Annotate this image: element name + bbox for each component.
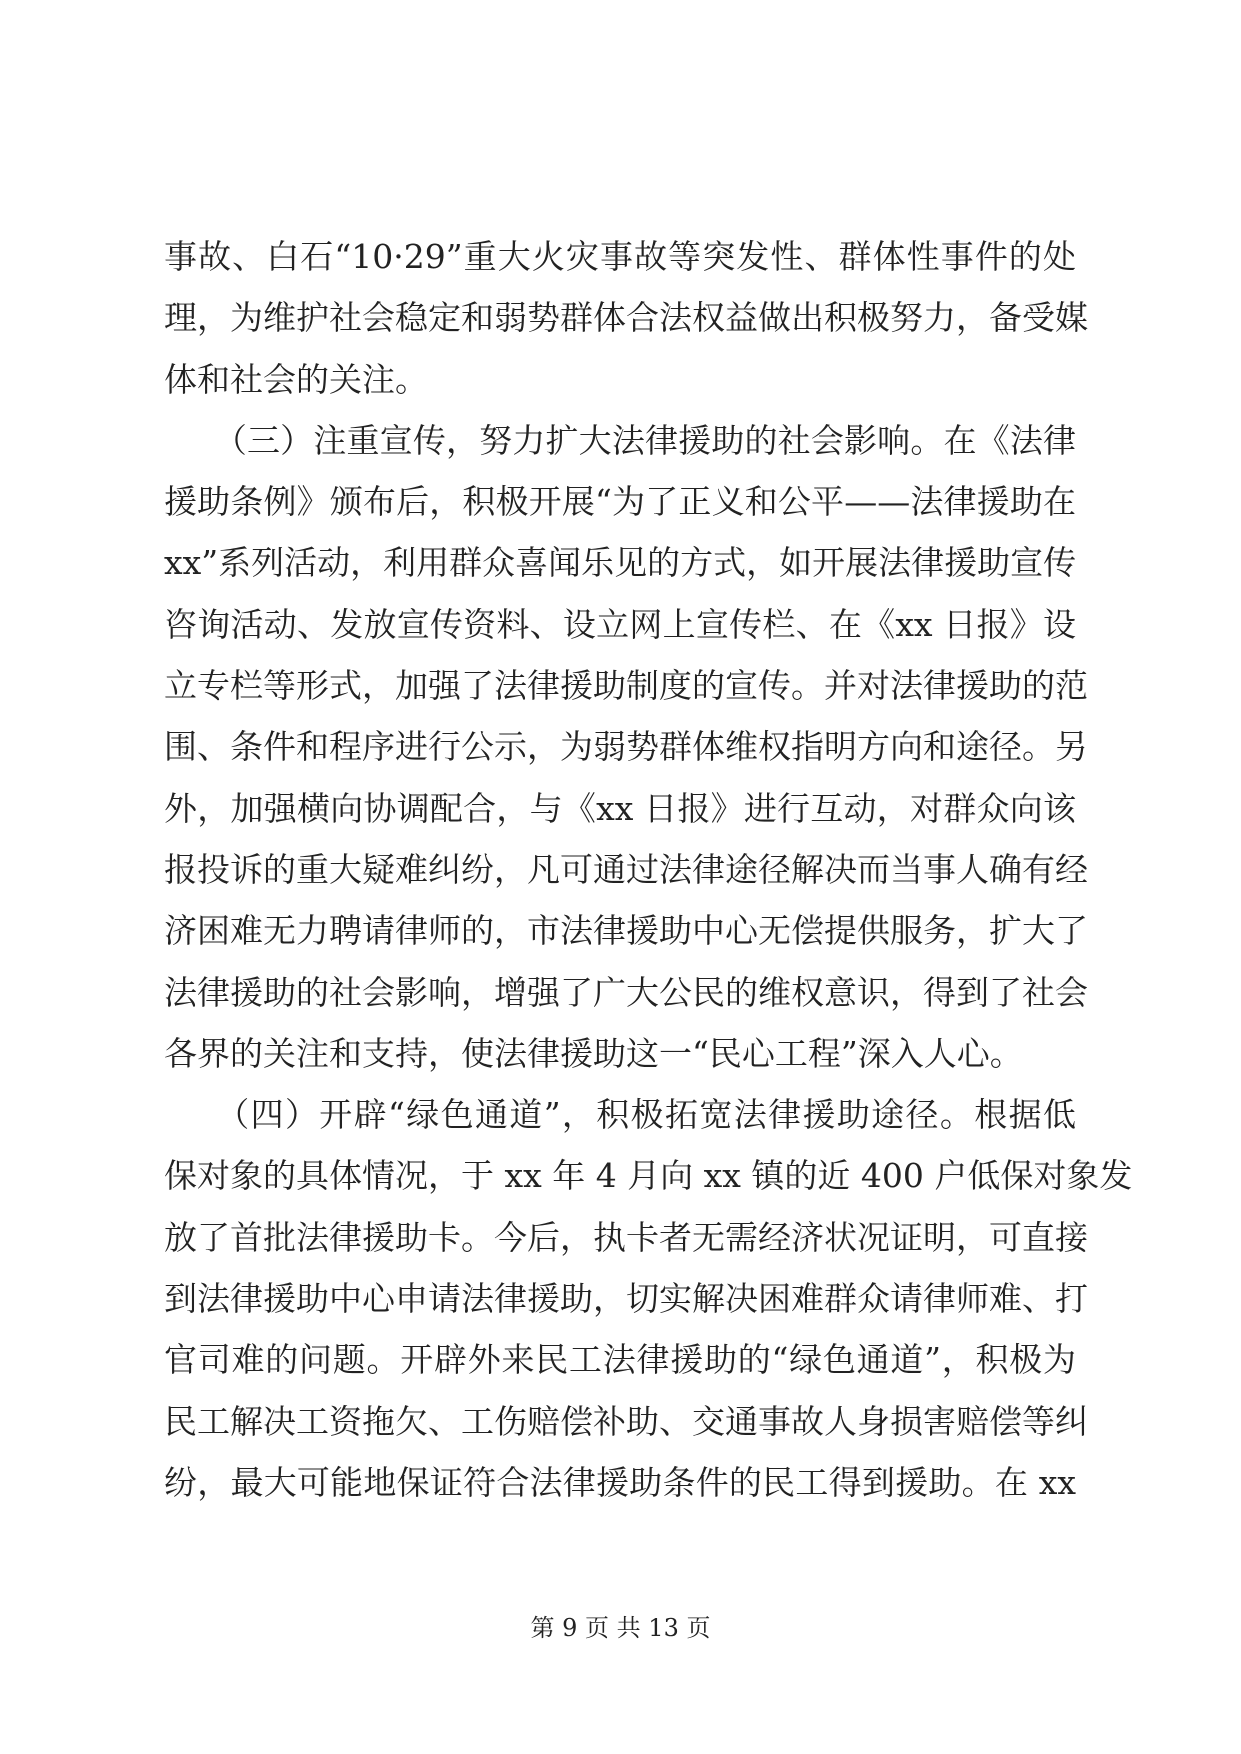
text-line: 咨询活动、发放宣传资料、设立网上宣传栏、在《xx 日报》设 (164, 604, 1076, 644)
text-line: 放了首批法律援助卡。今后，执卡者无需经济状况证明，可直接 (164, 1217, 1088, 1257)
text-line: 官司难的问题。开辟外来民工法律援助的“绿色通道”，积极为 (164, 1340, 1076, 1380)
text-line: 理，为维护社会稳定和弱势群体合法权益做出积极努力，备受媒 (164, 298, 1088, 338)
text-line: xx”系列活动，利用群众喜闻乐见的方式，如开展法律援助宣传 (164, 543, 1077, 583)
text-line: （四）开辟“绿色通道”，积极拓宽法律援助途径。根据低 (164, 1095, 1076, 1135)
body-text (164, 226, 1133, 1513)
text-line: 立专栏等形式，加强了法律援助制度的宣传。并对法律援助的范 (164, 666, 1088, 706)
text-line: 纷，最大可能地保证符合法律援助条件的民工得到援助。在 xx (164, 1462, 1076, 1502)
text-line: 援助条例》颁布后，积极开展“为了正义和公平——法律援助在 (164, 482, 1076, 522)
text-line: 到法律援助中心申请法律援助，切实解决困难群众请律师难、打 (164, 1279, 1088, 1319)
text-line: 法律援助的社会影响，增强了广大公民的维权意识，得到了社会 (164, 972, 1088, 1012)
text-line: 体和社会的关注。 (164, 359, 428, 399)
text-line: 报投诉的重大疑难纠纷，凡可通过法律途径解决而当事人确有经 (164, 849, 1088, 889)
text-line: （三）注重宣传，努力扩大法律援助的社会影响。在《法律 (164, 420, 1076, 460)
text-line: 民工解决工资拖欠、工伤赔偿补助、交通事故人身损害赔偿等纠 (164, 1401, 1088, 1441)
text-line: 事故、白石“10·29”重大火灾事故等突发性、群体性事件的处 (164, 237, 1076, 276)
text-line: 围、条件和程序进行公示，为弱势群体维权指明方向和途径。另 (164, 727, 1088, 767)
text-line: 各界的关注和支持，使法律援助这一“民心工程”深入人心。 (164, 1033, 1023, 1073)
text-line: 济困难无力聘请律师的，市法律援助中心无偿提供服务，扩大了 (164, 911, 1088, 951)
text-line: 外，加强横向协调配合，与《xx 日报》进行互动，对群众向该 (164, 788, 1076, 828)
page-number-footer: 第 9 页 共 13 页 (530, 1614, 711, 1642)
text-line: 保对象的具体情况，于 xx 年 4 月向 xx 镇的近 400 户低保对象发 (164, 1156, 1133, 1196)
